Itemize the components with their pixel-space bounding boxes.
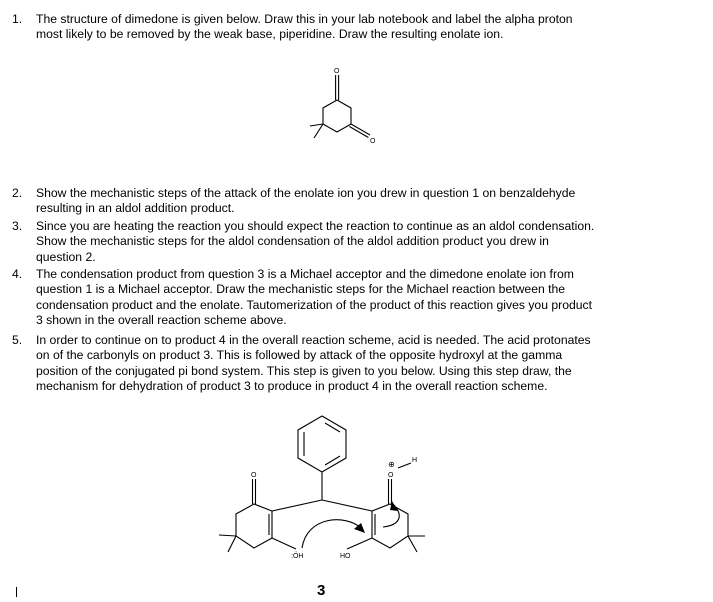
question-number: 5.	[12, 333, 23, 347]
question-line: The structure of dimedone is given below. Draw this in your lab notebook and label the alpha proton	[36, 12, 573, 26]
benzene-ring	[298, 416, 346, 472]
hydroxyl-label: :ÖH	[291, 553, 304, 560]
question-line: mechanism for dehydration of product 3 to produce in product 4 in the overall reaction scheme.	[36, 379, 548, 394]
question-line: 3 shown in the overall reaction scheme above.	[36, 313, 287, 328]
compound-number: 3	[317, 582, 326, 599]
question-number: 1.	[12, 12, 23, 26]
question-number: 3.	[12, 219, 23, 233]
question-line: Show the mechanistic steps of the attack of the enolate ion you drew in question 1 on benzaldehyde	[36, 186, 576, 200]
question-line: question 1 is a Michael acceptor. Draw the mechanistic steps for the Michael reaction between the	[36, 282, 566, 297]
question-3	[12, 219, 707, 265]
ring-bond	[323, 100, 351, 132]
question-line: Show the mechanistic steps for the aldol condensation of the aldol addition product you drew in	[36, 234, 549, 249]
question-1	[12, 12, 707, 43]
question-text	[36, 267, 707, 329]
question-number: 2.	[12, 186, 23, 200]
carbonyl-oxygen-label: O	[370, 138, 376, 145]
question-line: condensation product and the enolate. Tautomerization of the product of this reaction gives you product	[36, 297, 593, 312]
carbonyl-oxygen-label: O	[388, 472, 394, 479]
question-4	[12, 267, 707, 329]
positive-charge-label: ⊕	[388, 460, 395, 469]
question-number: 4.	[12, 267, 23, 281]
question-5	[12, 333, 707, 395]
question-line: question 2.	[36, 249, 96, 264]
question-line: Since you are heating the reaction you should expect the reaction to continue as an aldol condensation.	[36, 219, 595, 233]
dimedone-structure	[290, 62, 400, 162]
hydrogen-label: H	[412, 457, 418, 464]
carbonyl-oxygen-label: O	[251, 472, 257, 479]
curved-arrow	[302, 520, 361, 548]
carbonyl-oxygen-label: O	[334, 68, 340, 75]
question-text	[36, 333, 707, 395]
hydroxyl-label: HO	[340, 553, 351, 560]
left-ring	[236, 504, 272, 548]
question-text	[36, 186, 707, 217]
question-line: position of the conjugated pi bond system. This step is given to you below. Using this step draw, the	[36, 363, 572, 378]
question-line: resulting in an aldol addition product.	[36, 201, 235, 216]
question-line: most likely to be removed by the weak base, piperidine. Draw the resulting enolate ion.	[36, 27, 504, 42]
question-text	[36, 219, 707, 265]
question-text	[36, 12, 707, 43]
question-line: In order to continue on to product 4 in the overall reaction scheme, acid is needed. The acid protonates	[36, 333, 591, 347]
question-line: The condensation product from question 3 is a Michael acceptor and the dimedone enolate ion from	[36, 267, 574, 281]
question-line: on of the carbonyls on product 3. This is followed by attack of the opposite hydroxyl at the gamma	[36, 348, 563, 363]
question-2	[12, 186, 707, 217]
mechanism-structure	[195, 408, 455, 600]
margin-mark	[16, 587, 17, 597]
